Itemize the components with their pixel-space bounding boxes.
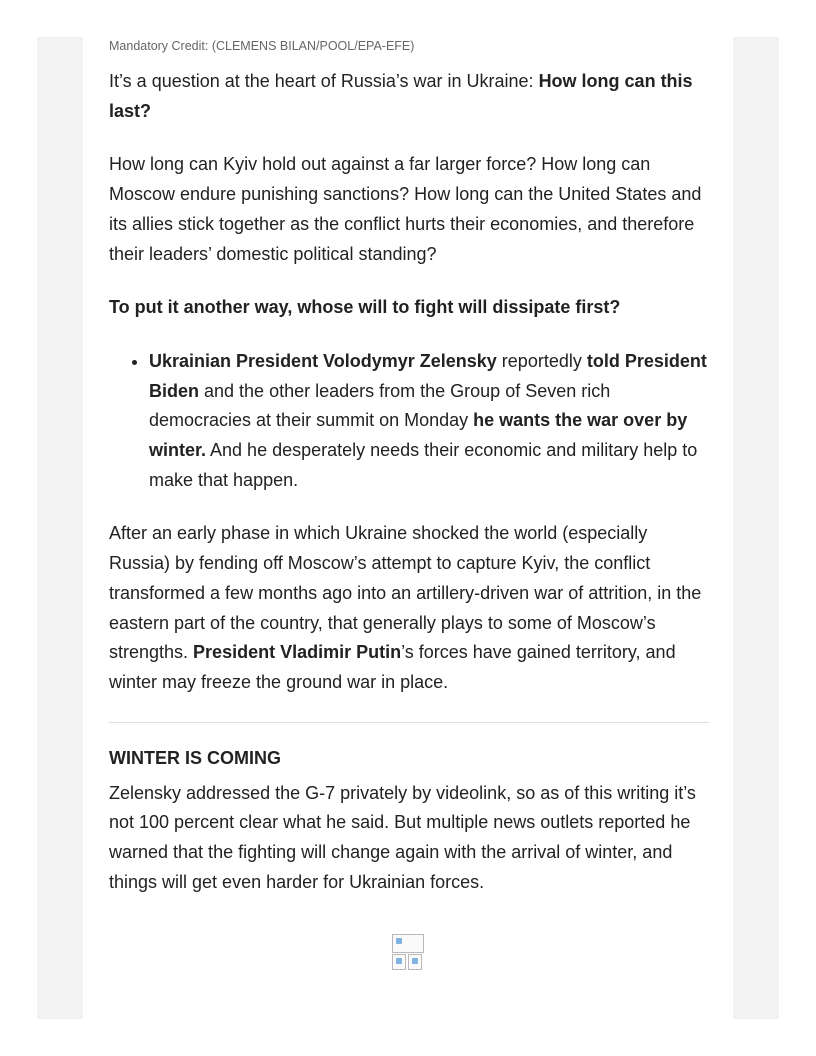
- broken-image-icon[interactable]: [392, 954, 406, 970]
- intro-lead: It’s a question at the heart of Russia’s war in Ukraine:: [109, 71, 539, 91]
- bold-zelensky: Ukrainian President Volodymyr Zelensky: [149, 350, 497, 371]
- intro-paragraph: [109, 67, 709, 126]
- paragraph-thesis: [109, 293, 709, 323]
- bold-putin: President Vladimir Putin: [193, 642, 402, 663]
- paragraph-attrition: [109, 519, 709, 697]
- broken-image-icon[interactable]: [392, 934, 424, 953]
- broken-image-icon[interactable]: [408, 954, 422, 970]
- bullet-text-2: and the other leaders from the Group of Seven rich democracies at their summit on Monday: [149, 380, 611, 431]
- bold-biden: told President Biden: [149, 350, 707, 401]
- paragraph-questions: How long can Kyiv hold out against a far larger force? How long can Moscow endure punishing sanctions? How long can the United States and its allies stick together as the conflict hurts their economies, and therefore their leaders’ domestic political standing?: [109, 154, 702, 264]
- bold-winter: he wants the war over by winter.: [149, 410, 688, 461]
- thesis-text: To put it another way, whose will to fight will dissipate first?: [109, 297, 621, 318]
- attrition-text-1: After an early phase in which Ukraine shocked the world (especially Russia) by fending off Moscow’s attempt to capture Kyiv, the conflict transformed a few months ago into an artillery-driven war of attrition, in the eastern part of the country, that generally plays to some of Moscow’s strengths.: [109, 523, 702, 663]
- left-gutter: [37, 37, 83, 1019]
- photo-credit: Mandatory Credit: (CLEMENS BILAN/POOL/EPA-EFE): [109, 39, 415, 53]
- attrition-text-2: ’s forces have gained territory, and winter may freeze the ground war in place.: [109, 642, 676, 692]
- bullet-list: [109, 347, 709, 496]
- list-item: [149, 347, 709, 496]
- bullet-text-3: And he desperately needs their economic and military help to make that happen.: [149, 440, 698, 490]
- article-body: [109, 37, 709, 921]
- right-gutter: [733, 37, 779, 1019]
- bullet-text-1: reportedly: [496, 350, 587, 371]
- section-divider: [109, 722, 709, 723]
- intro-question: How long can this last?: [109, 71, 693, 121]
- paragraph-videolink: Zelensky addressed the G-7 privately by videolink, so as of this writing it’s not 100 percent clear what he said. But multiple news outlets reported he warned that the fighting will change again with the arrival of winter, and things will get even harder for Ukrainian forces.: [109, 782, 696, 892]
- section-heading: WINTER IS COMING: [109, 747, 281, 768]
- broken-image-group: [392, 934, 424, 972]
